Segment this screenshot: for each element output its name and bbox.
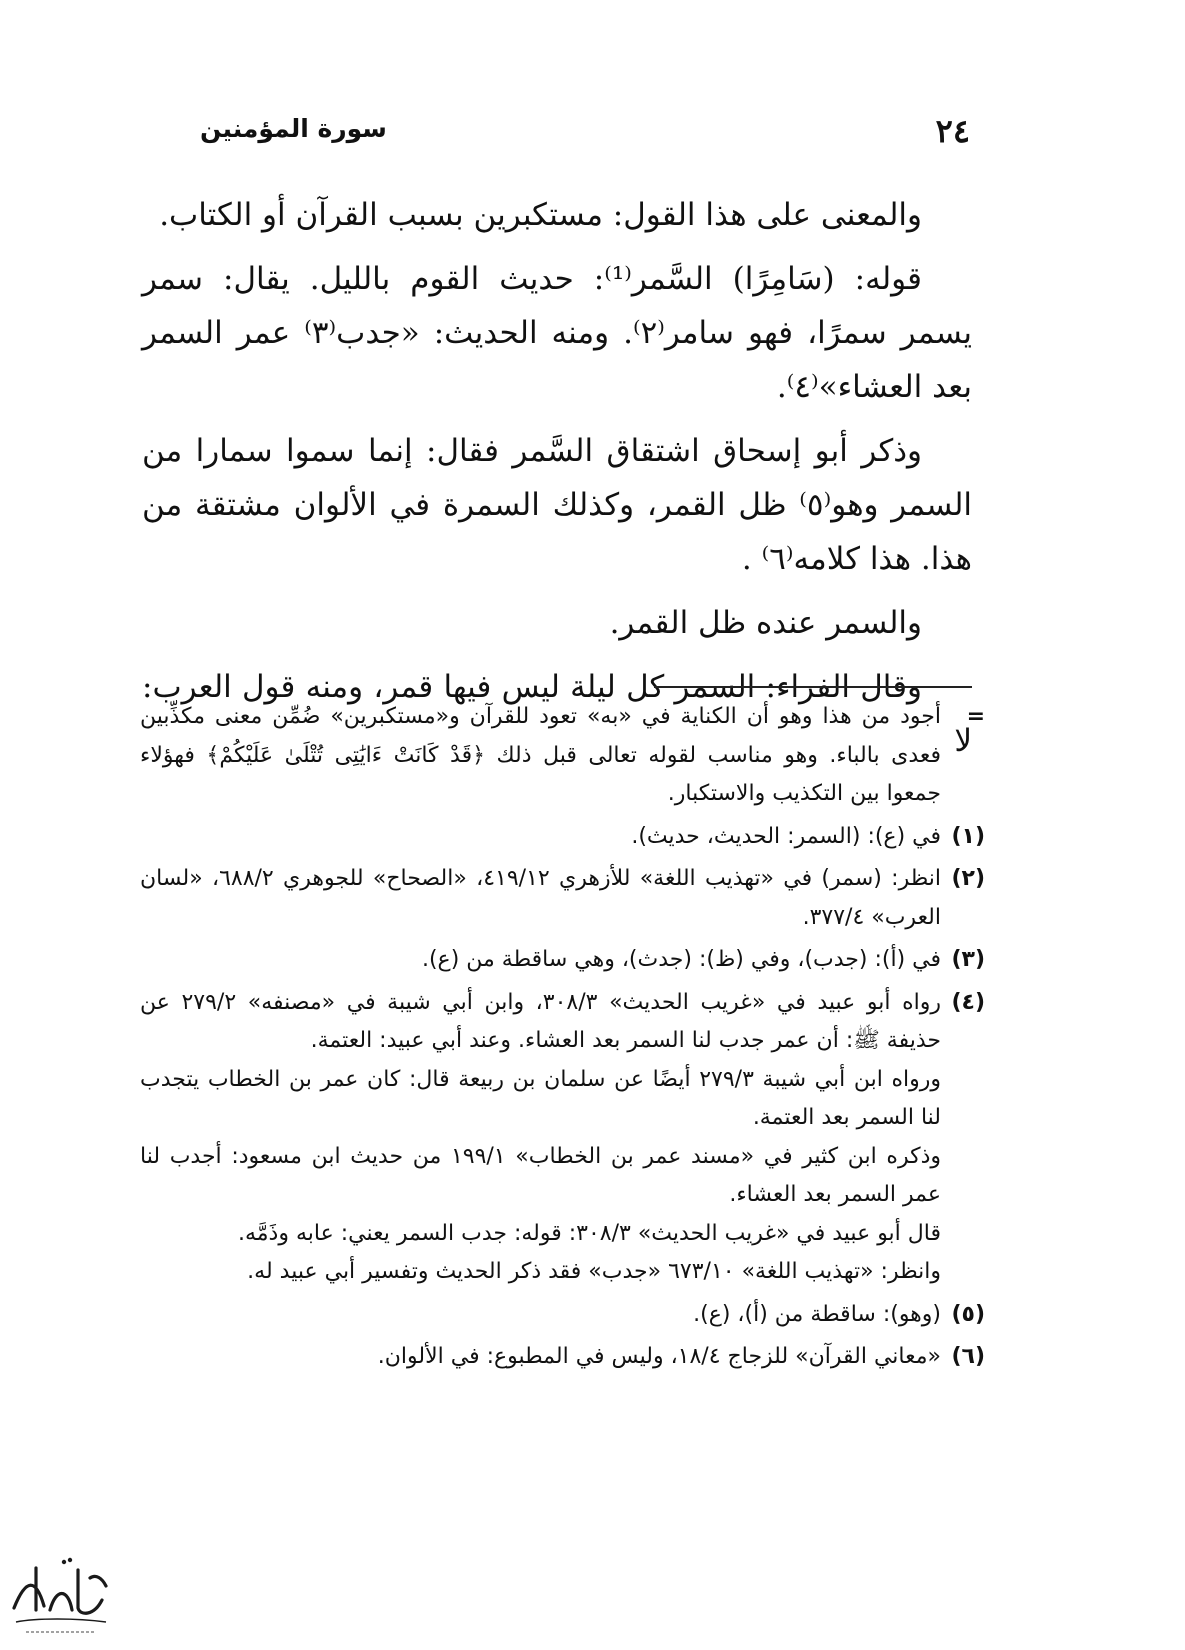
- footnote-text: وذكره ابن كثير في «مسند عمر بن الخطاب» ١٩٩/١ من حديث ابن مسعود: أجدب لنا عمر السمر بعد العشاء.: [140, 1143, 941, 1207]
- footnote-text: وانظر: «تهذيب اللغة» ٦٧٣/١٠ «جدب» فقد ذكر الحديث وتفسير أبي عبيد له.: [247, 1259, 941, 1284]
- footnote-separator: [654, 686, 972, 688]
- body-paragraph: وقال الفراء: السمر كل ليلة ليس فيها قمر، ومنه قول العرب: لا: [142, 669, 972, 759]
- footnote-text: في (ع): (السمر: الحديث، حديث).: [631, 823, 941, 849]
- body-paragraph: قوله: (سَامِرًا) السَّمر⁽¹⁾: حديث القوم بالليل. يقال: سمر يسمر سمرًا، فهو سامر⁽٢⁾. ومنه الحديث: «جدب⁽٣⁾ عمر السمر بعد العشاء»⁽٤⁾.: [142, 261, 972, 405]
- body-paragraph: والسمر عنده ظل القمر.: [609, 605, 922, 641]
- footnote-4: [140, 984, 985, 1292]
- page-number: ٢٤: [935, 112, 970, 150]
- footnote-text: قال أبو عبيد في «غريب الحديث» ٣٠٨/٣: قوله: جدب السمر يعني: عابه وذَمَّه.: [237, 1220, 941, 1246]
- footnote-text: في (أ): (جدب)، وفي (ظ): (جدث)، وهي ساقطة من (ع).: [421, 947, 941, 972]
- footnote-text: رواه أبو عبيد في «غريب الحديث» ٣٠٨/٣، وابن أبي شيبة في «مصنفه» ٢٧٩/٢ عن حذيفة ﷺ: أن عمر جدب لنا السمر بعد العشاء. وعند أبي عبيد: العتمة.: [140, 989, 941, 1053]
- footnote-2: [140, 860, 985, 937]
- footnote-marker: (٣): [951, 947, 985, 972]
- surah-title: سورة المؤمنين: [200, 114, 387, 143]
- footnote-continued: [140, 698, 985, 814]
- footnote-3: [140, 941, 985, 980]
- footnote-1: [140, 818, 985, 857]
- footnote-marker: (٥): [951, 1301, 985, 1327]
- footnote-text: (وهو): ساقطة من (أ)، (ع).: [693, 1301, 941, 1327]
- main-text: [142, 188, 972, 778]
- footnote-marker: (٢): [951, 866, 985, 891]
- footnote-marker: (٤): [951, 989, 985, 1015]
- footnote-text: ورواه ابن أبي شيبة ٢٧٩/٣ أيضًا عن سلمان بن ربيعة قال: كان عمر بن الخطاب يتجدب لنا السمر بعد العتمة.: [140, 1066, 941, 1130]
- footnote-5: [140, 1296, 985, 1335]
- footnote-text: أجود من هذا وهو أن الكناية في «به» تعود للقرآن و«مستكبرين» ضُمِّن معنى مكذِّبين فعدى بالباء. وهو مناسب لقوله تعالى قبل ذلك ﴿قَدْ كَانَتْ ءَايَٰتِى تُتْلَىٰ عَلَيْكُمْ﴾ فهؤلاء جمعوا بين التكذيب والاستكبار.: [140, 704, 941, 806]
- footnote-text: «معاني القرآن» للزجاج ١٨/٤، وليس في المطبوع: في الألوان.: [377, 1344, 941, 1369]
- footnote-marker: =: [966, 704, 985, 729]
- footnote-marker: (١): [951, 823, 985, 849]
- footnote-text: انظر: (سمر) في «تهذيب اللغة» للأزهري ٤١٩/١٢، «الصحاح» للجوهري ٦٨٨/٢، «لسان العرب» ٣٧٧/٤.: [140, 866, 942, 930]
- footnote-marker: (٦): [951, 1344, 985, 1369]
- footnotes: [140, 698, 985, 1381]
- body-paragraph: وذكر أبو إسحاق اشتقاق السَّمر فقال: إنما سموا سمارا من السمر وهو⁽٥⁾ ظل القمر، وكذلك السمرة في الألوان مشتقة من هذا. هذا كلامه⁽٦⁾ .: [142, 433, 973, 577]
- footnote-6: [140, 1338, 985, 1377]
- running-header: [200, 112, 970, 152]
- body-paragraph: والمعنى على هذا القول: مستكبرين بسبب القرآن أو الكتاب.: [159, 197, 922, 233]
- watermark-logo-icon: [6, 1548, 116, 1644]
